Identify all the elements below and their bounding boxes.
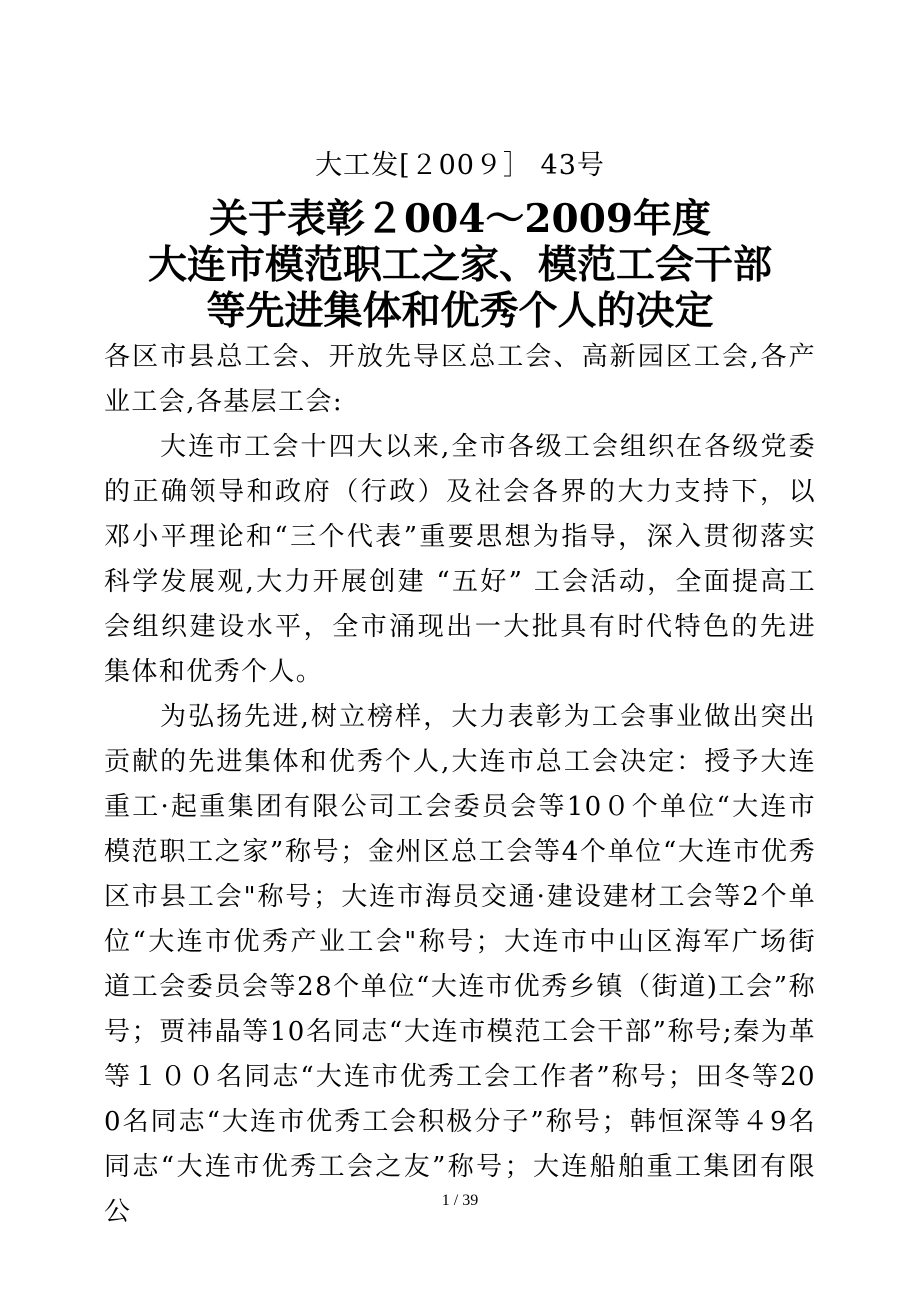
- paragraph-1: 大连市工会十四大以来,全市各级工会组织在各级党委的正确领导和政府（行政）及社会各界的大力支持下，以邓小平理论和“三个代表”重要思想为指导，深入贯彻落实科学发展观,大力开展创建 “五好” 工会活动，全面提高工会组织建设水平，全市涌现出一大批具有时代特色的先进集体和优秀个人。: [104, 432, 816, 687]
- document-title: [0, 196, 920, 334]
- document-body: [104, 335, 816, 1235]
- salutation: 各区市县总工会、开放先导区总工会、高新园区工会,各产业工会,各基层工会:: [104, 342, 816, 417]
- page-indicator: 1 / 39: [441, 1192, 479, 1209]
- title-line-2: 大连市模范职工之家、模范工会干部: [147, 242, 772, 288]
- paragraph-2: 为弘扬先进,树立榜样，大力表彰为工会事业做出突出贡献的先进集体和优秀个人,大连市总工会决定：授予大连重工·起重集团有限公司工会委员会等10０个单位“大连市模范职工之家”称号；金州区总工会等4个单位“大连市优秀区市县工会"称号；大连市海员交通·建设建材工会等2个单位“大连市优秀产业工会"称号；大连市中山区海军广场街道工会委员会等28个单位“大连市优秀乡镇（街道)工会”称号；贾祎晶等10名同志“大连市模范工会干部”称号;秦为革等１００名同志“大连市优秀工会工作者”称号；田冬等200名同志“大连市优秀工会积极分子”称号；韩恒深等４9名同志“大连市优秀工会之友”称号；大连船舶重工集团有限公: [104, 702, 816, 1227]
- title-line-3: 等先进集体和优秀个人的决定: [206, 288, 714, 334]
- document-number: 大工发[２00９］ 43号: [315, 150, 605, 181]
- title-line-1: 关于表彰２004～2009年度: [209, 196, 711, 242]
